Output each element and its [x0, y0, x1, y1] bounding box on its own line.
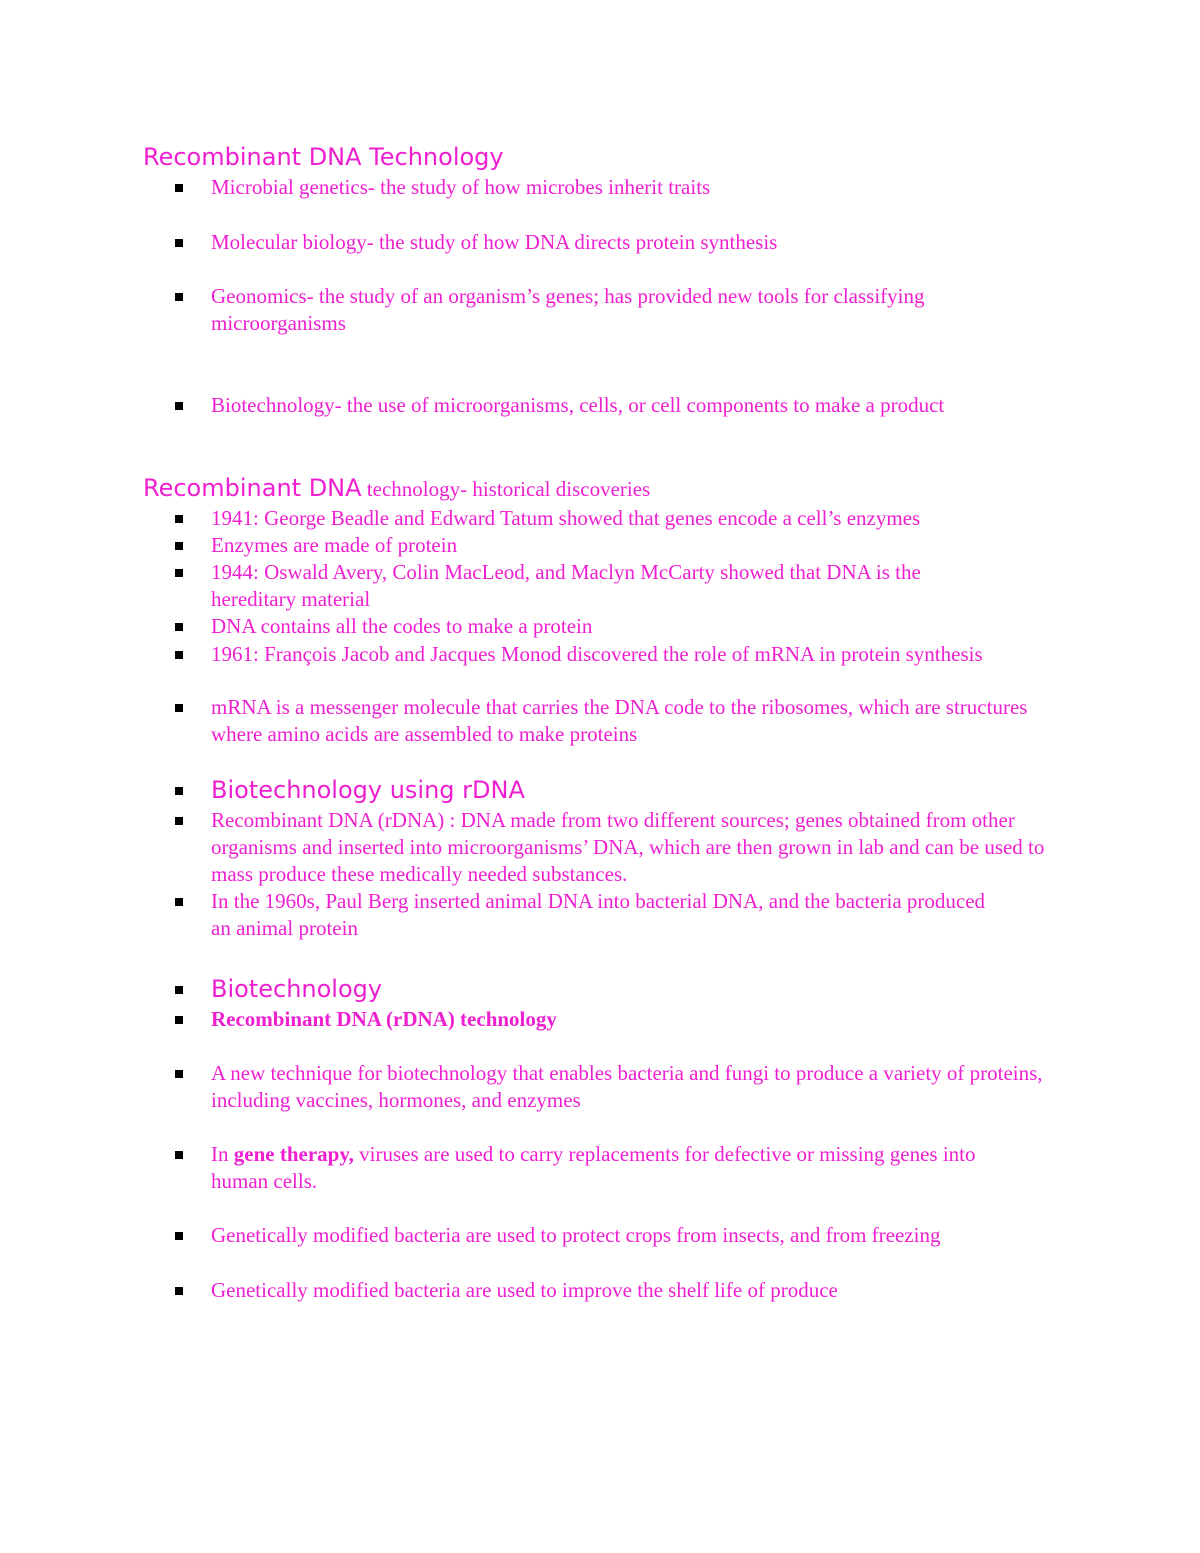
- square-bullet-icon: [175, 623, 183, 631]
- square-bullet-icon: [175, 184, 183, 192]
- square-bullet-icon: [175, 1232, 183, 1240]
- list-item-bold: Recombinant DNA (rDNA) technology: [175, 1006, 1055, 1033]
- list-item: 1961: François Jacob and Jacques Monod discovered the role of mRNA in protein synthesis: [175, 641, 995, 668]
- subheading-biotechnology-using-rdna: Biotechnology using rDNA: [175, 775, 1055, 805]
- list-item: Genetically modified bacteria are used to protect crops from insects, and from freezing: [175, 1222, 1055, 1249]
- square-bullet-icon: [175, 986, 183, 994]
- square-bullet-icon: [175, 651, 183, 659]
- square-bullet-icon: [175, 817, 183, 825]
- square-bullet-icon: [175, 239, 183, 247]
- section-heading-recombinant-dna-technology: Recombinant DNA Technology: [143, 143, 504, 171]
- list-item: Molecular biology- the study of how DNA directs protein synthesis: [175, 229, 1055, 256]
- list-item-gene-therapy: In gene therapy, viruses are used to carry replacements for defective or missing genes into human cells.: [175, 1141, 1035, 1195]
- list-item: 1944: Oswald Avery, Colin MacLeod, and Maclyn McCarty showed that DNA is the hereditary material: [175, 559, 995, 613]
- square-bullet-icon: [175, 293, 183, 301]
- list-item: Genetically modified bacteria are used to improve the shelf life of produce: [175, 1277, 1055, 1304]
- square-bullet-icon: [175, 569, 183, 577]
- list-item: Biotechnology- the use of microorganisms, cells, or cell components to make a product: [175, 392, 1055, 419]
- square-bullet-icon: [175, 1070, 183, 1078]
- square-bullet-icon: [175, 1151, 183, 1159]
- section-heading-historical-discoveries: Recombinant DNA technology- historical discoveries: [143, 474, 651, 502]
- list-item: mRNA is a messenger molecule that carries the DNA code to the ribosomes, which are structures where amino acids are assembled to make proteins: [175, 694, 1055, 748]
- list-item: Microbial genetics- the study of how microbes inherit traits: [175, 174, 1055, 201]
- list-item: Recombinant DNA (rDNA) : DNA made from two different sources; genes obtained from other organisms and inserted into microorganisms’ DNA, which are then grown in lab and can be used to mass produce these medically needed substances.: [175, 807, 1065, 888]
- square-bullet-icon: [175, 1016, 183, 1024]
- square-bullet-icon: [175, 898, 183, 906]
- square-bullet-icon: [175, 1287, 183, 1295]
- list-item: In the 1960s, Paul Berg inserted animal DNA into bacterial DNA, and the bacteria produced an animal protein: [175, 888, 995, 942]
- square-bullet-icon: [175, 542, 183, 550]
- square-bullet-icon: [175, 515, 183, 523]
- list-item: 1941: George Beadle and Edward Tatum showed that genes encode a cell’s enzymes: [175, 505, 1055, 532]
- subheading-biotechnology: Biotechnology: [175, 974, 1055, 1004]
- square-bullet-icon: [175, 402, 183, 410]
- square-bullet-icon: [175, 704, 183, 712]
- square-bullet-icon: [175, 787, 183, 795]
- list-item: A new technique for biotechnology that enables bacteria and fungi to produce a variety of proteins, including vaccines, hormones, and enzymes: [175, 1060, 1065, 1114]
- list-item: DNA contains all the codes to make a protein: [175, 613, 1055, 640]
- list-item: Geonomics- the study of an organism’s genes; has provided new tools for classifying microorganisms: [175, 283, 1055, 337]
- list-item: Enzymes are made of protein: [175, 532, 1055, 559]
